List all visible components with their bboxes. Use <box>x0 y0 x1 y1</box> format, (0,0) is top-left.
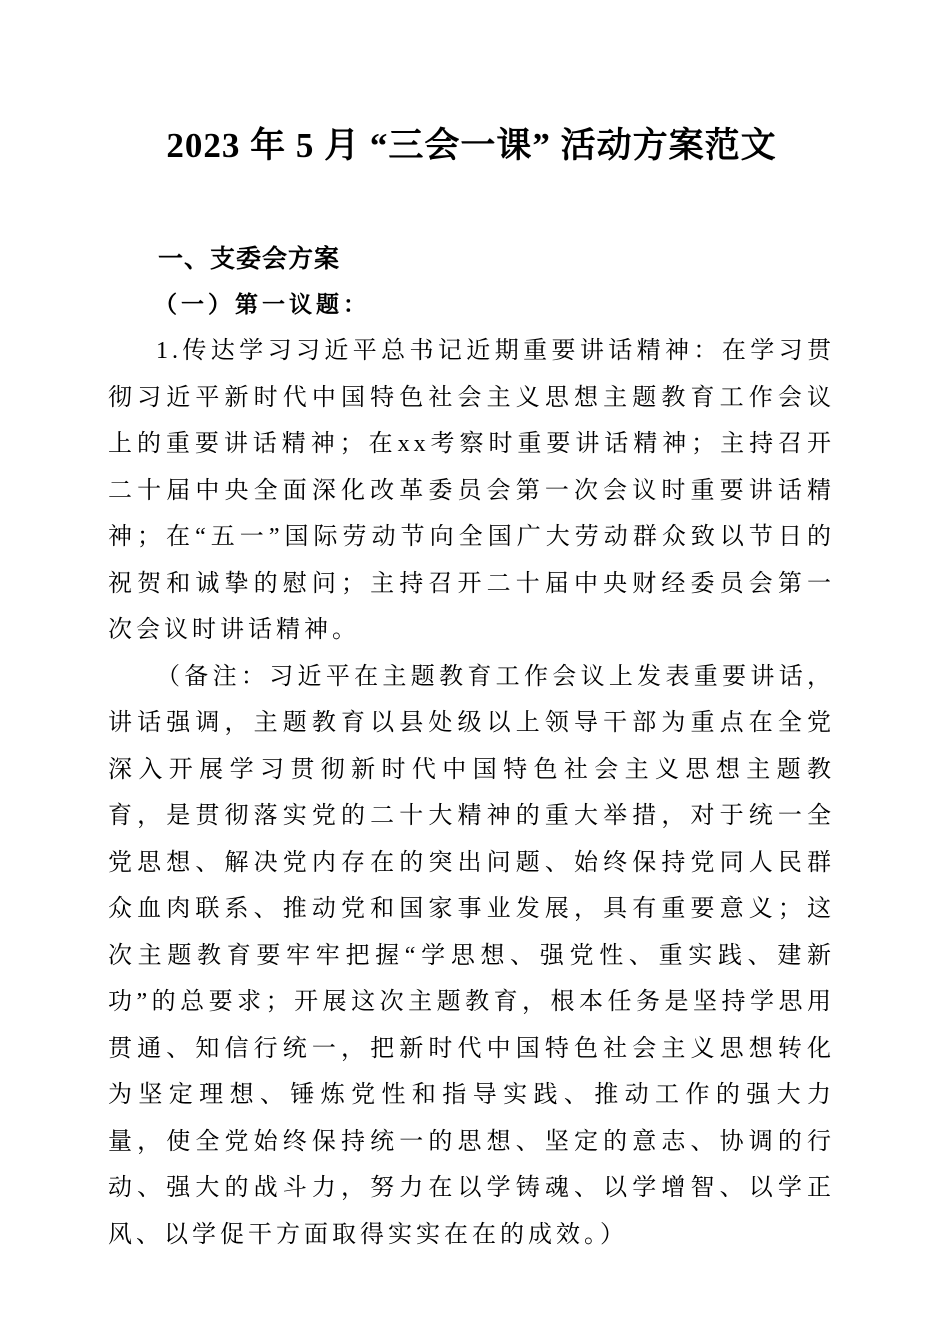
document-title: 2023 年 5 月 “三会一课” 活动方案范文 <box>166 126 777 165</box>
subsection-heading-first-topic: （一）第一议题： <box>154 292 370 317</box>
paragraph-remark-note: （备注：习近平在主题教育工作会议上发表重要讲话，讲话强调，主题教育以县处级以上领导干部为重点在全党深入开展学习贯彻新时代中国特色社会主义思想主题教育，是贯彻落实党的二十大精神的重大举措，对于统一全党思想、解决党内存在的突出问题、始终保持党同人民群众血肉联系、推动党和国家事业发展，具有重要意义；这次主题教育要牢牢把握“学思想、强党性、重实践、建新功”的总要求；开展这次主题教育，根本任务是坚持学思用贯通、知信行统一，把新时代中国特色社会主义思想转化为坚定理想、锤炼党性和指导实践、推动工作的强大力量，使全党始终保持统一的思想、坚定的意志、协调的行动、强大的战斗力，努力在以学铸魂、以学增智、以学正风、以学促干方面取得实实在在的成效。） <box>108 663 835 1248</box>
paragraph-speech-spirit: 1.传达学习习近平总书记近期重要讲话精神：在学习贯彻习近平新时代中国特色社会主义思想主题教育工作会议上的重要讲话精神；在xx考察时重要讲话精神；主持召开二十届中央全面深化改革委员会第一次会议时重要讲话精神；在“五一”国际劳动节向全国广大劳动群众致以节日的祝贺和诚挚的慰问；主持召开二十届中央财经委员会第一次会议时讲话精神。 <box>108 338 835 643</box>
section-heading-zhiweihui: 一、支委会方案 <box>158 245 341 273</box>
